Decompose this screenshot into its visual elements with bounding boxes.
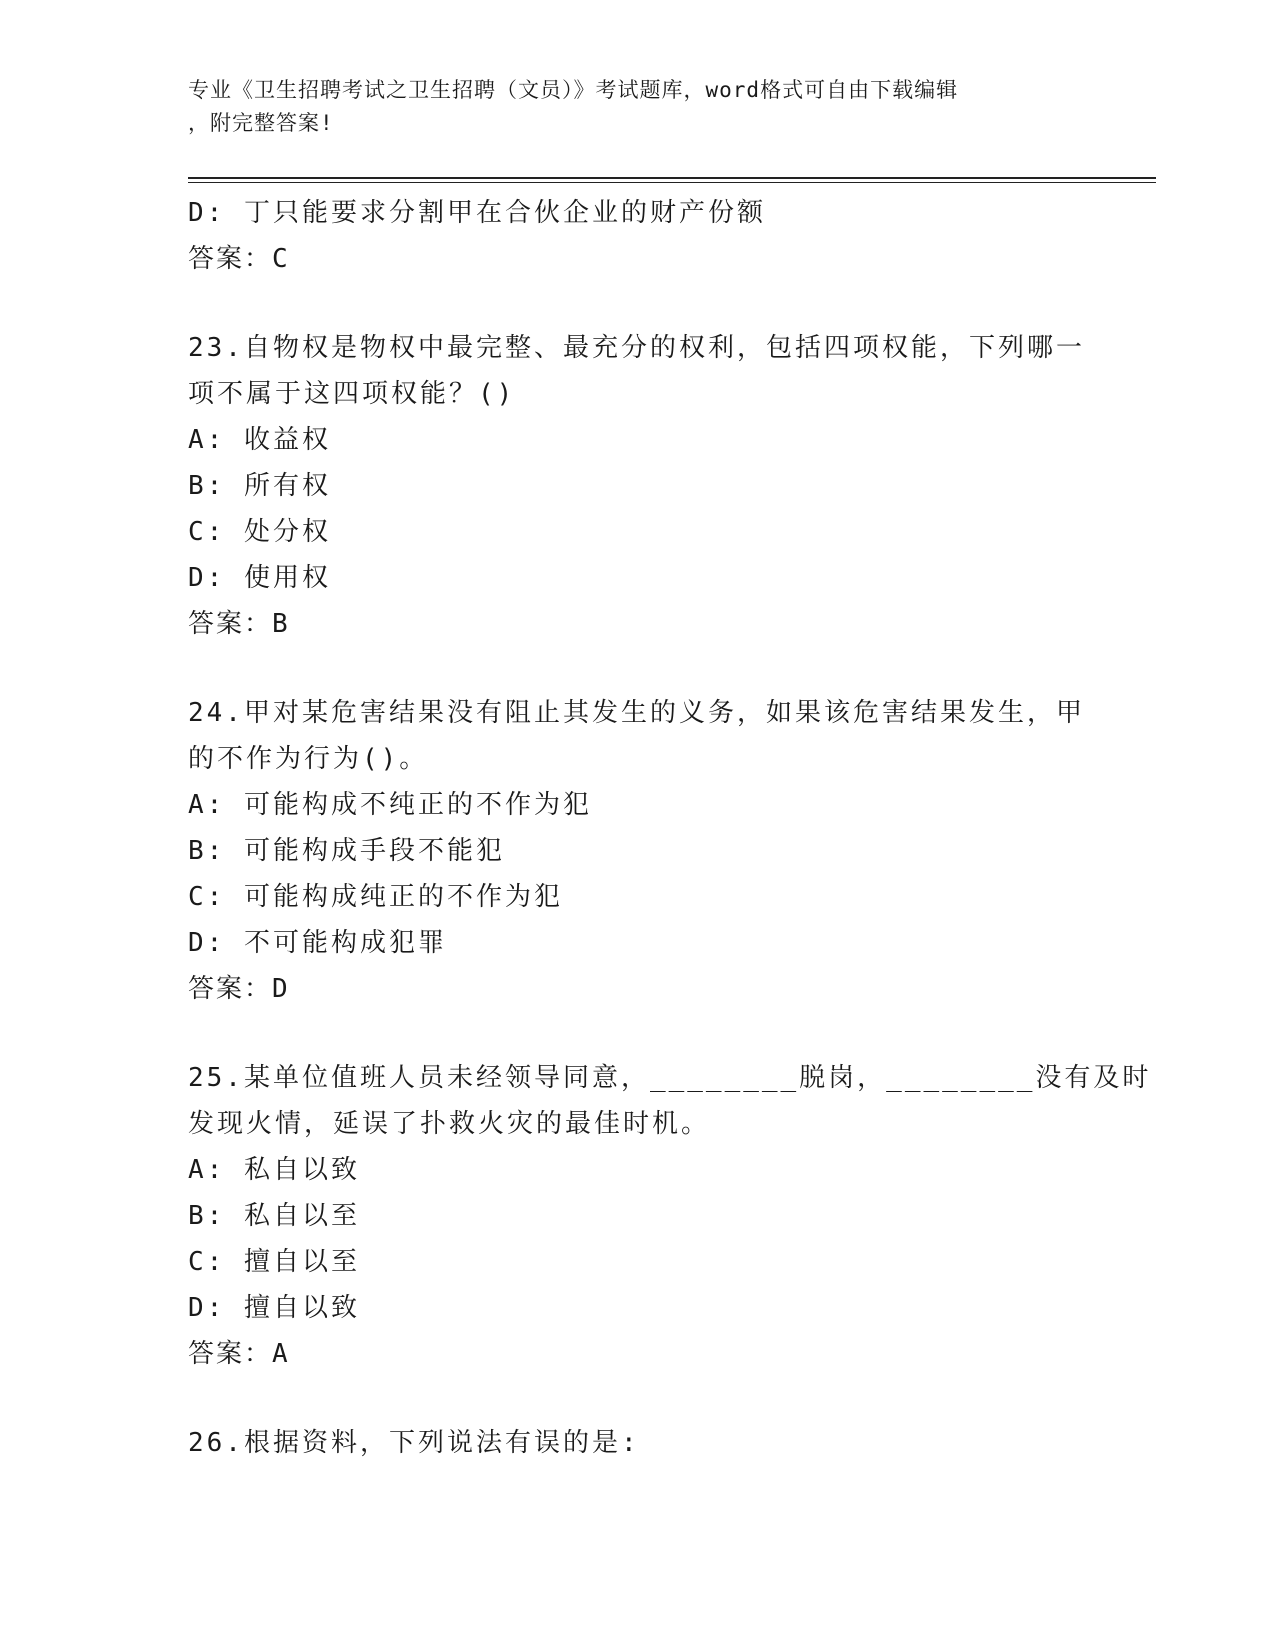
option-b: B: 可能构成手段不能犯 xyxy=(188,836,505,866)
question-stem-line-1: 24.甲对某危害结果没有阻止其发生的义务，如果该危害结果发生，甲 xyxy=(188,698,1085,728)
option-c: C: 擅自以至 xyxy=(188,1247,360,1277)
header-line-1: 专业《卫生招聘考试之卫生招聘（文员）》考试题库，word格式可自由下载编辑 xyxy=(188,78,959,102)
question-stem-line-1: 26.根据资料，下列说法有误的是: xyxy=(188,1428,640,1458)
option-d: D: 擅自以致 xyxy=(188,1293,360,1323)
question-list xyxy=(188,190,1152,1466)
question-stem-line-2: 发现火情，延误了扑救火灾的最佳时机。 xyxy=(188,1109,711,1139)
answer xyxy=(188,1331,1088,1377)
question-stem-line-2: 的不作为行为()。 xyxy=(188,744,429,774)
question-24 xyxy=(188,690,1088,1012)
prev-option-d: D: 丁只能要求分割甲在合伙企业的财产份额 xyxy=(188,198,766,228)
answer-value: A xyxy=(272,1339,290,1369)
answer xyxy=(188,966,1088,1012)
option-a: A: 可能构成不纯正的不作为犯 xyxy=(188,790,592,820)
header-divider-thick xyxy=(188,177,1156,179)
question-26 xyxy=(188,1420,1088,1466)
option-a: A: 收益权 xyxy=(188,425,331,455)
option-a: A: 私自以致 xyxy=(188,1155,360,1185)
answer-value: D xyxy=(272,974,290,1004)
question-stem-line-1: 23.自物权是物权中最完整、最充分的权利，包括四项权能，下列哪一 xyxy=(188,333,1085,363)
answer-value: C xyxy=(272,244,290,274)
prev-answer xyxy=(188,236,1088,282)
answer-label: 答案： xyxy=(188,974,273,1004)
answer-value: B xyxy=(272,609,290,639)
option-b: B: 所有权 xyxy=(188,471,331,501)
document-header xyxy=(188,74,1068,140)
answer xyxy=(188,601,1088,647)
question-25 xyxy=(188,1055,1152,1377)
option-c: C: 处分权 xyxy=(188,517,331,547)
answer-label: 答案： xyxy=(188,1339,273,1369)
option-b: B: 私自以至 xyxy=(188,1201,360,1231)
header-line-2: ，附完整答案! xyxy=(188,111,334,135)
answer-label: 答案： xyxy=(188,244,273,274)
answer-label: 答案： xyxy=(188,609,273,639)
option-d: D: 不可能构成犯罪 xyxy=(188,928,447,958)
question-stem-line-1: 25.某单位值班人员未经领导同意，________脱岗，________没有及时 xyxy=(188,1063,1152,1093)
option-c: C: 可能构成纯正的不作为犯 xyxy=(188,882,563,912)
header-divider-thin xyxy=(188,182,1156,183)
question-23 xyxy=(188,325,1088,647)
question-stem-line-2: 项不属于这四项权能？() xyxy=(188,379,516,409)
option-d: D: 使用权 xyxy=(188,563,331,593)
